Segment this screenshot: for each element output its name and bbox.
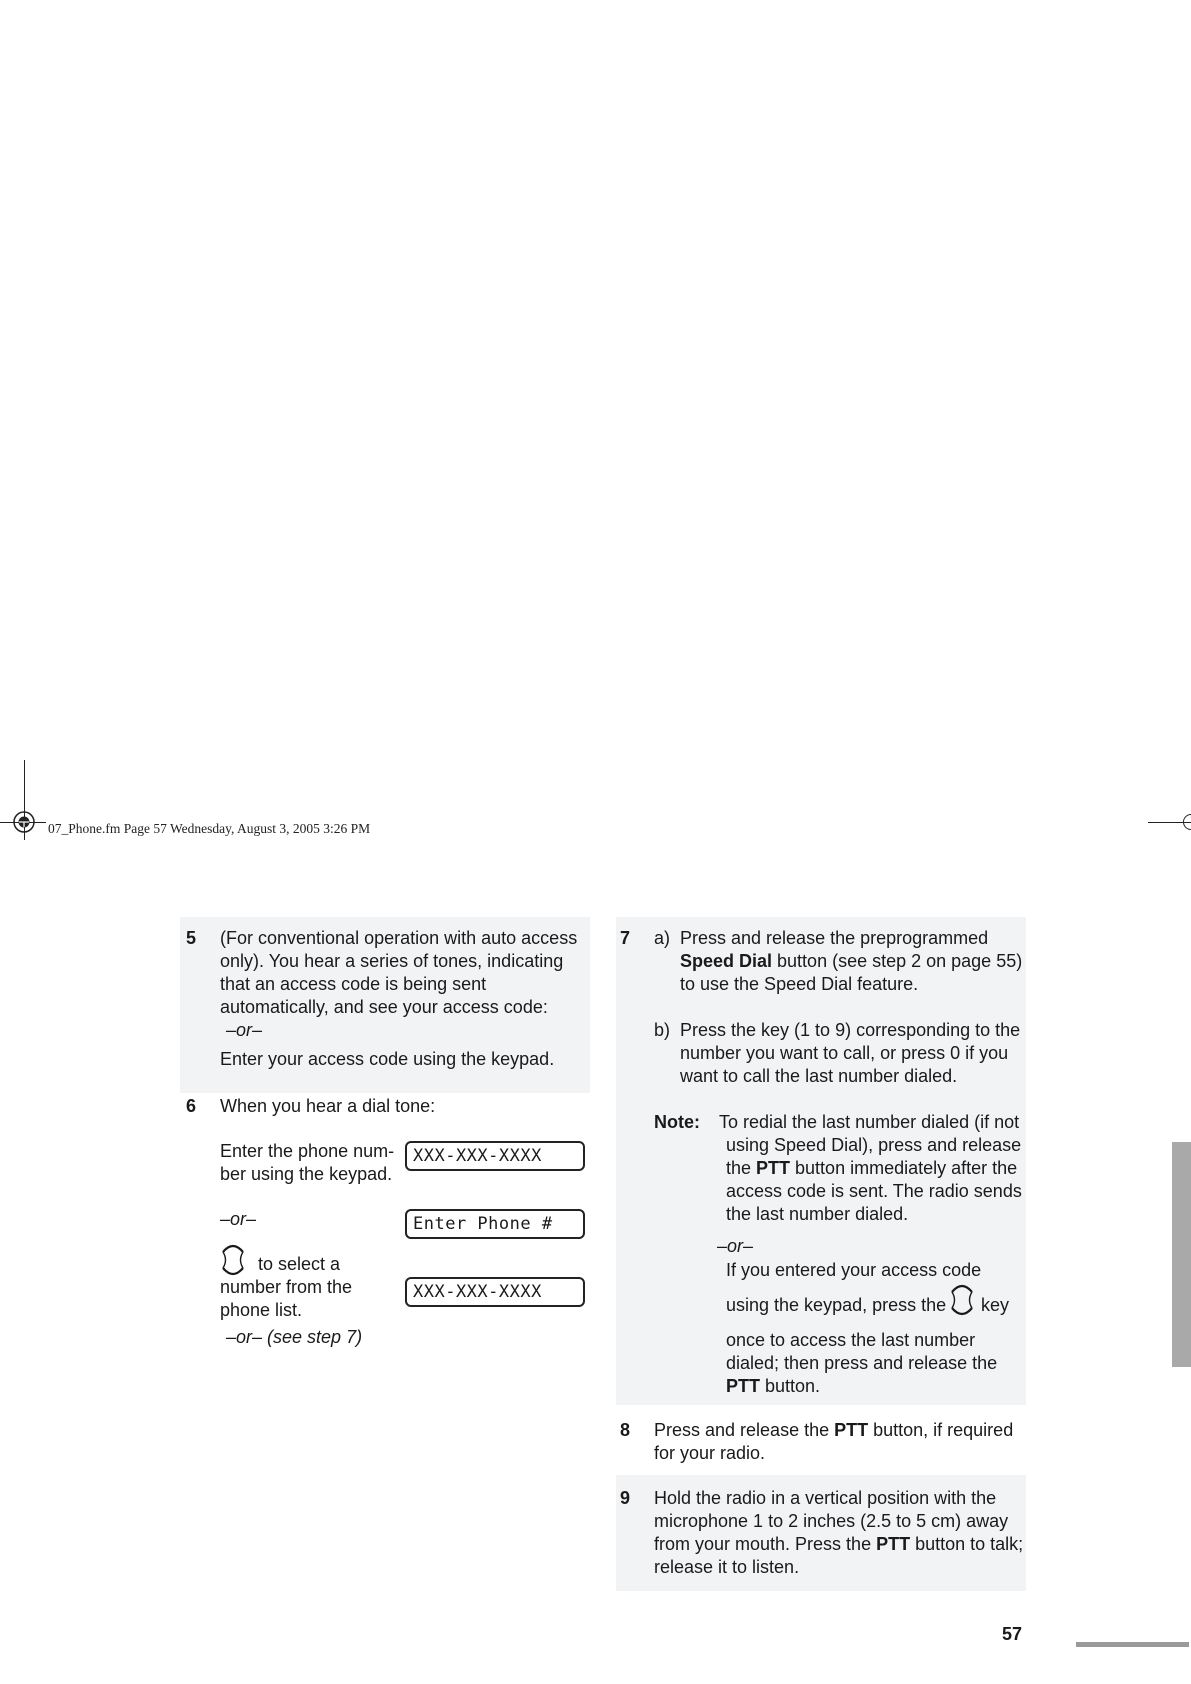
step-8-pre: Press and release the (654, 1420, 835, 1440)
alt-line-post: button. (760, 1376, 821, 1396)
note-line-1: To redial the last number dialed (if not (719, 1112, 1020, 1132)
speed-dial-term: Speed Dial (680, 951, 773, 971)
step-8-text (654, 1419, 1013, 1465)
step-6-intro: When you hear a dial tone: (220, 1096, 436, 1116)
step-5-line: (For conventional operation with auto access (220, 928, 578, 948)
step-6-select-line: number from the (220, 1277, 353, 1297)
note-line: using Speed Dial), press and release (726, 1135, 1022, 1155)
step-6-enter-line: Enter the phone num- (220, 1141, 395, 1161)
alt-line2-pre: using the keypad, press the (726, 1295, 947, 1315)
scroll-key-icon (947, 1281, 977, 1319)
note-line: the last number dialed. (726, 1204, 909, 1224)
ptt-term: PTT (726, 1376, 760, 1396)
step-7-alt-line2 (726, 1294, 946, 1317)
step-9-line: microphone 1 to 2 inches (2.5 to 5 cm) away (654, 1511, 1009, 1531)
alt-line (726, 1375, 997, 1398)
note-line-post: button immediately after the (790, 1158, 1018, 1178)
step-5-number: 5 (186, 928, 197, 948)
step-9-line: Hold the radio in a vertical position with the (654, 1488, 997, 1508)
step-9-number: 9 (620, 1488, 631, 1508)
alt-line: dialed; then press and release the (726, 1353, 998, 1373)
alt-line: once to access the last number (726, 1330, 976, 1350)
step-7-a-label: a) (654, 928, 671, 948)
step-9-line (654, 1533, 1023, 1556)
step-7-alt-text (726, 1329, 997, 1398)
step-9-pre: from your mouth. Press the (654, 1534, 877, 1554)
lcd-display-enter-phone: Enter Phone # (405, 1209, 585, 1239)
step-8-line: for your radio. (654, 1443, 766, 1463)
registration-mark-right-icon (1183, 814, 1191, 830)
step-6-or: –or– (220, 1209, 257, 1229)
step-5-or: –or– (226, 1020, 263, 1040)
step-9-line: release it to listen. (654, 1557, 800, 1577)
step-5-line: that an access code is being sent (220, 974, 487, 994)
step-7-b-line: want to call the last number dialed. (680, 1066, 958, 1086)
step-6-select-line: phone list. (220, 1300, 303, 1320)
step-7-or: –or– (717, 1236, 754, 1256)
step-7-a-line: to use the Speed Dial feature. (680, 974, 919, 994)
chapter-tab (1172, 1142, 1191, 1367)
step-8-number: 8 (620, 1420, 631, 1440)
step-6-number: 6 (186, 1096, 197, 1116)
step-7-alt-line1: If you entered your access code (726, 1260, 982, 1280)
step-7-b-text (680, 1019, 1020, 1088)
step-5-keypad-text: Enter your access code using the keypad. (220, 1049, 555, 1069)
ptt-term: PTT (756, 1158, 791, 1178)
step-7-a-line (680, 950, 1022, 973)
step-6-enter-text (220, 1140, 394, 1186)
file-info-header: 07_Phone.fm Page 57 Wednesday, August 3, 2005 3:26 PM (48, 821, 371, 836)
step-7-a-text (680, 927, 1022, 996)
step-6-enter-line: ber using the keypad. (220, 1164, 393, 1184)
step-9-post: button to talk; (910, 1534, 1024, 1554)
footer-rule (1076, 1642, 1189, 1647)
step-5-text (220, 927, 577, 1019)
step-6-select-text (220, 1276, 352, 1322)
step-7-b-line: Press the key (1 to 9) corresponding to the (680, 1020, 1021, 1040)
step-6-select-line1: to select a (258, 1254, 341, 1274)
step-5-line: automatically, and see your access code: (220, 997, 548, 1017)
scroll-key-icon (218, 1242, 248, 1278)
step-7-b-line: number you want to call, or press 0 if you (680, 1043, 1009, 1063)
ptt-term: PTT (834, 1420, 869, 1440)
step-7-a-rest: button (see step 2 on page 55) (772, 951, 1023, 971)
registration-mark-icon (9, 807, 39, 837)
step-7-alt-key: key (981, 1295, 1010, 1315)
step-8-post: button, if required (868, 1420, 1014, 1440)
step-8-line (654, 1419, 1013, 1442)
step-7-number: 7 (620, 928, 631, 948)
lcd-display-number-list: XXX-XXX-XXXX (405, 1277, 585, 1307)
note-line: access code is sent. The radio sends (726, 1181, 1022, 1201)
note-text (726, 1134, 1022, 1226)
note-label: Note: (654, 1112, 700, 1132)
step-5-line: only). You hear a series of tones, indicating (220, 951, 564, 971)
lcd-display-number: XXX-XXX-XXXX (405, 1141, 585, 1171)
note-line-pre: the (726, 1158, 757, 1178)
step-6-or-see-step-7: –or– (see step 7) (226, 1327, 363, 1347)
step-7-a-line: Press and release the preprogrammed (680, 928, 989, 948)
step-9-text (654, 1487, 1023, 1579)
page-number: 57 (1002, 1624, 1023, 1644)
ptt-term: PTT (876, 1534, 911, 1554)
note-line (726, 1157, 1022, 1180)
step-7-b-label: b) (654, 1020, 671, 1040)
